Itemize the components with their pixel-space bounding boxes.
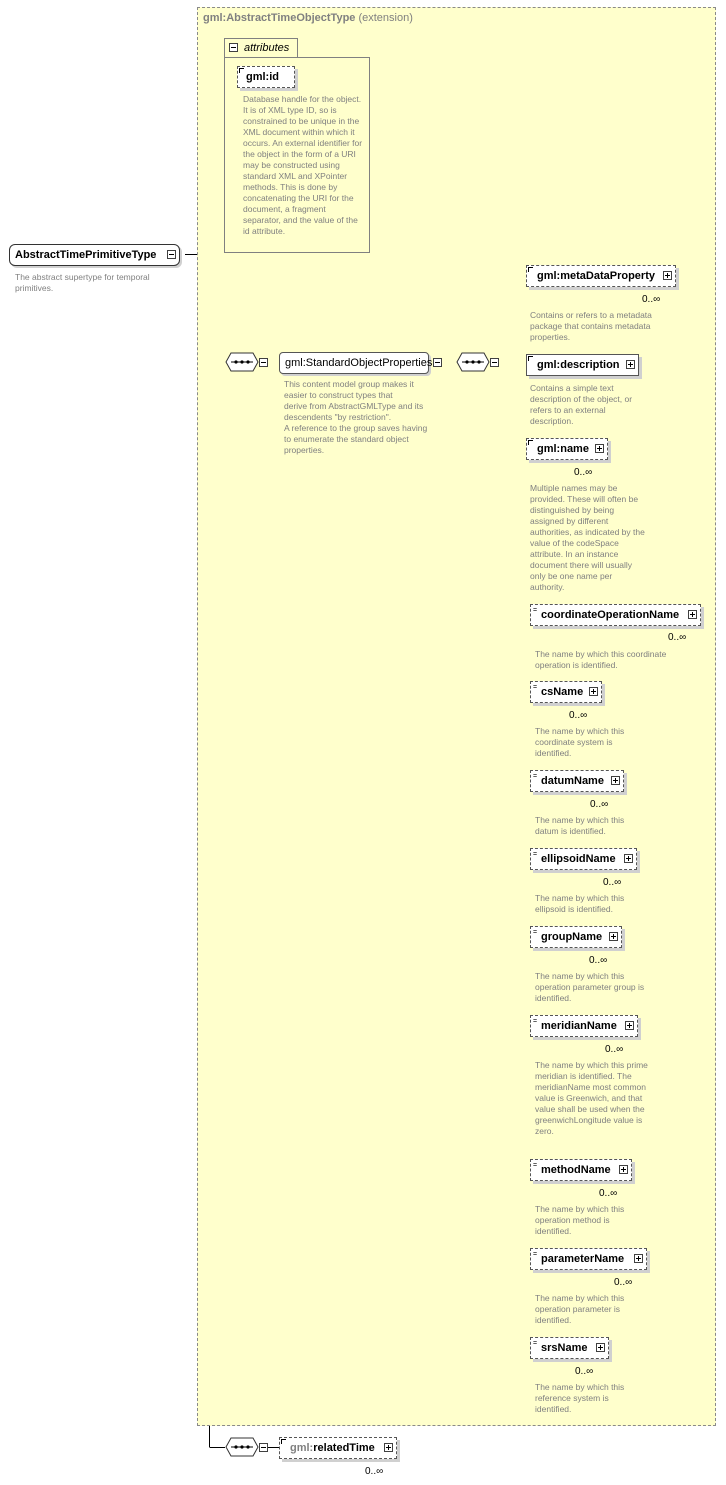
group-description: This content model group makes it easier to construct types that derive from AbstractGMLType and its descendents "by restriction". A reference to the group saves having to enumerate the standard object properties. [284, 379, 428, 455]
substitution-icon: = [533, 1162, 538, 1169]
expand-icon[interactable] [625, 1021, 634, 1030]
collapse-icon[interactable] [433, 358, 442, 367]
substitution-icon: = [533, 684, 538, 691]
cardinality: 0..∞ [590, 799, 609, 810]
cardinality: 0..∞ [599, 1188, 618, 1199]
sequence-compositor-icon[interactable] [225, 1437, 259, 1457]
attributes-tab-label: attributes [244, 42, 290, 54]
extension-suffix: (extension) [358, 12, 413, 24]
group-standard-object-properties[interactable] [279, 352, 433, 374]
element-group-name[interactable] [530, 926, 622, 948]
element-label: gml:metaDataProperty [537, 270, 655, 282]
element-label: datumName [541, 775, 604, 787]
element-cs-name[interactable] [530, 681, 602, 703]
extension-type-name: gml:AbstractTimeObjectType [203, 12, 356, 24]
root-type-description: The abstract supertype for temporal primitives. [15, 272, 150, 293]
element-gml-relatedtime[interactable] [279, 1437, 397, 1459]
collapse-icon[interactable] [490, 358, 499, 367]
substitution-icon: = [533, 1018, 538, 1025]
element-description: The name by which this operation parameter is identified. [535, 1293, 625, 1325]
element-datum-name[interactable] [530, 770, 624, 792]
expand-icon[interactable] [626, 360, 635, 369]
substitution-icon: = [533, 773, 538, 780]
extension-title [203, 12, 413, 24]
reference-arrow-icon [239, 68, 245, 74]
collapse-icon[interactable] [259, 1443, 268, 1452]
element-label: meridianName [541, 1020, 617, 1032]
element-prefix: gml: [290, 1442, 314, 1454]
element-parameter-name[interactable] [530, 1248, 647, 1270]
element-label: gml:description [537, 359, 620, 371]
expand-icon[interactable] [595, 444, 604, 453]
attributes-tab[interactable] [224, 38, 298, 58]
cardinality: 0..∞ [605, 1044, 624, 1055]
root-type-label: AbstractTimePrimitiveType [15, 249, 157, 261]
root-type-box[interactable] [9, 244, 180, 266]
expand-icon[interactable] [589, 687, 598, 696]
element-description: The name by which this datum is identified. [535, 815, 625, 836]
collapse-icon[interactable] [167, 250, 176, 259]
element-description: The name by which this reference system is identified. [535, 1382, 625, 1414]
substitution-icon: = [533, 1340, 538, 1347]
attribute-gml-id-description: Database handle for the object. It is of XML type ID, so is constrained to be unique in the XML document within which it occurs. An external identifier for the object in the form of a URI may be constructed using standard XML and XPointer methods. This is done by concatenating the URI for the document, a fragment separator, and the value of the id attribute. [243, 94, 363, 236]
element-gml-description[interactable] [526, 354, 639, 376]
expand-icon[interactable] [596, 1343, 605, 1352]
expand-icon[interactable] [688, 610, 697, 619]
expand-icon[interactable] [619, 1165, 628, 1174]
element-gml-name[interactable] [526, 438, 608, 460]
element-srs-name[interactable] [530, 1337, 609, 1359]
element-label: groupName [541, 931, 603, 943]
element-description: Multiple names may be provided. These will often be distinguished by being assigned by different authorities, as indicated by the value of the codeSpace attribute. In an instance document there will usually only be one name per authority. [530, 483, 645, 592]
sequence-compositor-icon[interactable] [225, 352, 259, 372]
reference-arrow-icon [528, 356, 534, 362]
attribute-gml-id[interactable] [237, 66, 295, 88]
element-label: parameterName [541, 1253, 625, 1265]
expand-icon[interactable] [663, 271, 672, 280]
expand-icon[interactable] [634, 1254, 643, 1263]
element-gml-metadataproperty[interactable] [526, 265, 676, 287]
cardinality: 0..∞ [365, 1466, 384, 1477]
cardinality: 0..∞ [642, 294, 661, 305]
reference-arrow-icon [528, 440, 534, 446]
element-method-name[interactable] [530, 1159, 632, 1181]
expand-icon[interactable] [609, 932, 618, 941]
group-label: gml:StandardObjectProperties [285, 357, 433, 369]
element-description: The name by which this prime meridian is identified. The meridianName most common value is Greenwich, and that value shall be used when the greenwichLongitude value is zero. [535, 1060, 648, 1136]
element-description: Contains a simple text description of the object, or refers to an external description. [530, 383, 633, 426]
expand-icon[interactable] [624, 854, 633, 863]
element-description: The name by which this coordinate operation is identified. [535, 649, 667, 670]
element-description: The name by which this coordinate system is identified. [535, 726, 625, 758]
cardinality: 0..∞ [589, 955, 608, 966]
reference-arrow-icon [281, 1439, 287, 1445]
substitution-icon: = [533, 851, 538, 858]
cardinality: 0..∞ [574, 467, 593, 478]
element-ellipsoid-name[interactable] [530, 848, 637, 870]
sequence-compositor-icon[interactable] [456, 352, 490, 372]
element-label: gml:name [537, 443, 589, 455]
cardinality: 0..∞ [569, 710, 588, 721]
collapse-icon[interactable] [229, 43, 238, 52]
substitution-icon: = [533, 929, 538, 936]
cardinality: 0..∞ [603, 877, 622, 888]
element-description: The name by which this operation parameter group is identified. [535, 971, 645, 1003]
element-description: The name by which this ellipsoid is identified. [535, 893, 625, 914]
expand-icon[interactable] [611, 776, 620, 785]
substitution-icon: = [533, 1251, 538, 1258]
element-coordinate-operation-name[interactable] [530, 604, 701, 626]
substitution-icon: = [533, 607, 538, 614]
element-label: methodName [541, 1164, 611, 1176]
cardinality: 0..∞ [614, 1277, 633, 1288]
cardinality: 0..∞ [668, 632, 687, 643]
reference-arrow-icon [528, 267, 534, 273]
element-meridian-name[interactable] [530, 1015, 638, 1037]
expand-icon[interactable] [384, 1443, 393, 1452]
cardinality: 0..∞ [575, 1366, 594, 1377]
element-label: srsName [541, 1342, 588, 1354]
element-description: Contains or refers to a metadata package that contains metadata properties. [530, 310, 652, 342]
element-label: relatedTime [313, 1442, 375, 1454]
element-label: coordinateOperationName [541, 609, 680, 621]
attribute-gml-id-label: gml:id [246, 71, 279, 83]
element-description: The name by which this operation method is identified. [535, 1204, 625, 1236]
collapse-icon[interactable] [259, 358, 268, 367]
element-label: csName [541, 686, 584, 698]
element-label: ellipsoidName [541, 853, 616, 865]
